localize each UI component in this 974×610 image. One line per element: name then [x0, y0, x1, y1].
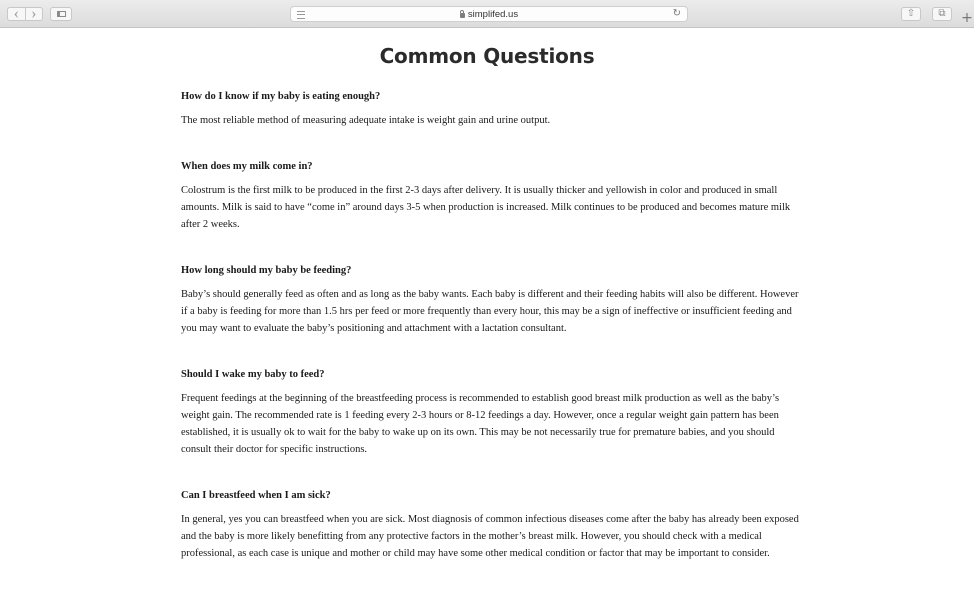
url-text: simplifed.us — [467, 8, 519, 20]
faq-question: How do I know if my baby is eating enough? — [181, 91, 381, 102]
faq-answer: Baby’s should generally feed as often and as long as the baby wants. Each baby is different and their feeding habits will also be different. However if a baby is feeding for more than 1.5 hrs per feed or more frequently than every hour, this may be a sign of ineffective or insufficient feeding and you may want to evaluate the baby’s positioning and attachment with a lactation consultant. — [181, 289, 799, 334]
tabs-button[interactable] — [932, 7, 952, 21]
page-title: Common Questions — [379, 44, 595, 68]
faq-item — [181, 264, 806, 337]
new-tab-icon[interactable]: + — [961, 10, 973, 26]
faq-item — [181, 90, 806, 129]
faq-item — [181, 368, 806, 458]
forward-icon[interactable]: › — [25, 8, 43, 20]
faq-question: Can I breastfeed when I am sick? — [181, 490, 331, 501]
reload-icon[interactable]: ↻ — [672, 8, 681, 19]
faq-question: How long should my baby be feeding? — [181, 265, 352, 276]
nav-buttons — [7, 7, 43, 21]
faq-answer: Frequent feedings at the beginning of the breastfeeding process is recommended to establish good breast milk production as well as the baby’s weight gain. The recommended rate is 1 feeding every 2-3 hours or 8-12 feedings a day. However, once a regular weight gain pattern has been established, it is usually ok to wait for the baby to wake up on its own. This may be not necessarily true for premature babies, and you should consult their doctor for specific instructions. — [181, 393, 780, 455]
faq-item — [181, 160, 806, 233]
faq-answer: Colostrum is the first milk to be produced in the first 2-3 days after delivery. It is usually thicker and yellowish in color and produced in small amounts. Milk is said to have “come in” around days 3-5 when production is increased. Milk continues to be produced and becomes mature milk after 2 weeks. — [181, 185, 791, 230]
browser-toolbar — [0, 0, 974, 28]
lock-icon — [460, 13, 465, 18]
faq-answer: The most reliable method of measuring adequate intake is weight gain and urine output. — [181, 115, 551, 126]
faq-question: Should I wake my baby to feed? — [181, 369, 325, 380]
sidebar-icon — [57, 11, 66, 17]
tabs-icon: ⧉ — [938, 8, 946, 19]
faq-item — [181, 489, 806, 562]
sidebar-toggle-button[interactable] — [50, 7, 72, 21]
share-button[interactable] — [901, 7, 921, 21]
faq-list — [181, 90, 806, 593]
back-icon[interactable]: ‹ — [13, 5, 19, 22]
address-bar[interactable] — [290, 6, 688, 22]
faq-question: When does my milk come in? — [181, 161, 313, 172]
faq-answer: In general, yes you can breastfeed when you are sick. Most diagnosis of common infectious diseases come after the baby has already been exposed and the baby is more likely benefitting from any protective factors in the mother’s breast milk. However, you should check with a medical professional, as each case is unique and mother or child may have some other medical condition or factor that may be important to consider. — [181, 514, 799, 559]
share-icon: ⇧ — [906, 8, 916, 19]
reader-icon[interactable] — [297, 11, 305, 19]
